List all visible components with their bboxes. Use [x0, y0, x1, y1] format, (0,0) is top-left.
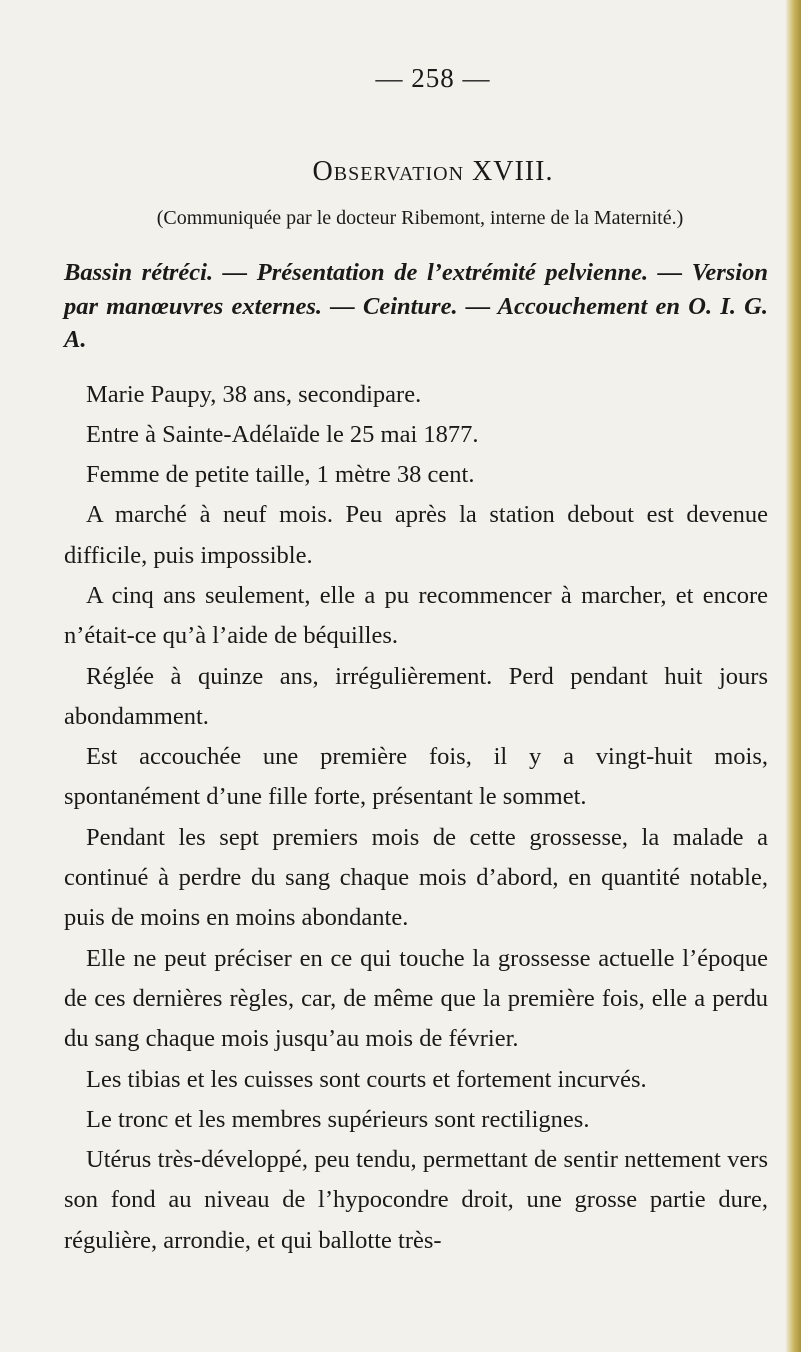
paragraph: Marie Paupy, 38 ans, secondipare.	[86, 380, 422, 408]
paragraph: Elle ne peut préciser en ce qui touche la grossesse actuelle l’époque de ces dernières règles, car, de même que la première fois, elle a perdu du sang chaque mois jusqu’au mois de février.	[64, 944, 768, 1053]
paragraph: Les tibias et les cuisses sont courts et fortement incurvés.	[86, 1065, 647, 1093]
paragraph: Femme de petite taille, 1 mètre 38 cent.	[86, 461, 475, 489]
case-summary: Bassin rétréci. — Présentation de l’extrémité pelvienne. — Version par manœuvres externes. — Ceinture. — Accouchement en O. I. G. A.	[64, 259, 768, 353]
observation-title: Observation XVIII.	[312, 156, 554, 187]
paragraph: A cinq ans seulement, elle a pu recommencer à marcher, et encore n’était-ce qu’à l’aide de béquilles.	[64, 581, 768, 650]
paragraph: A marché à neuf mois. Peu après la station debout est devenue difficile, puis impossible.	[64, 501, 768, 569]
paragraph: Entre à Sainte-Adélaïde le 25 mai 1877.	[86, 420, 479, 448]
paragraph: Utérus très-développé, peu tendu, permettant de sentir nettement vers son fond au niveau de l’hypocondre droit, une grosse partie dure, régulière, arrondie, et qui ballotte très-	[64, 1146, 768, 1254]
paragraph: Est accouchée une première fois, il y a vingt-huit mois, spontanément d’une fille forte, présentant le sommet.	[64, 743, 768, 811]
page-number: — 258 —	[375, 63, 491, 93]
paragraph: Réglée à quinze ans, irrégulièrement. Perd pendant huit jours abondamment.	[64, 662, 768, 730]
communication-note: (Communiquée par le docteur Ribemont, interne de la Maternité.)	[156, 207, 684, 229]
text-block	[64, 58, 768, 1261]
paragraph: Le tronc et les membres supérieurs sont rectilignes.	[86, 1105, 590, 1133]
paragraph: Pendant les sept premiers mois de cette grossesse, la malade a continué à perdre du sang chaque mois d’abord, en quantité notable, puis de moins en moins abondante.	[64, 823, 768, 932]
page-edge	[785, 0, 801, 1352]
